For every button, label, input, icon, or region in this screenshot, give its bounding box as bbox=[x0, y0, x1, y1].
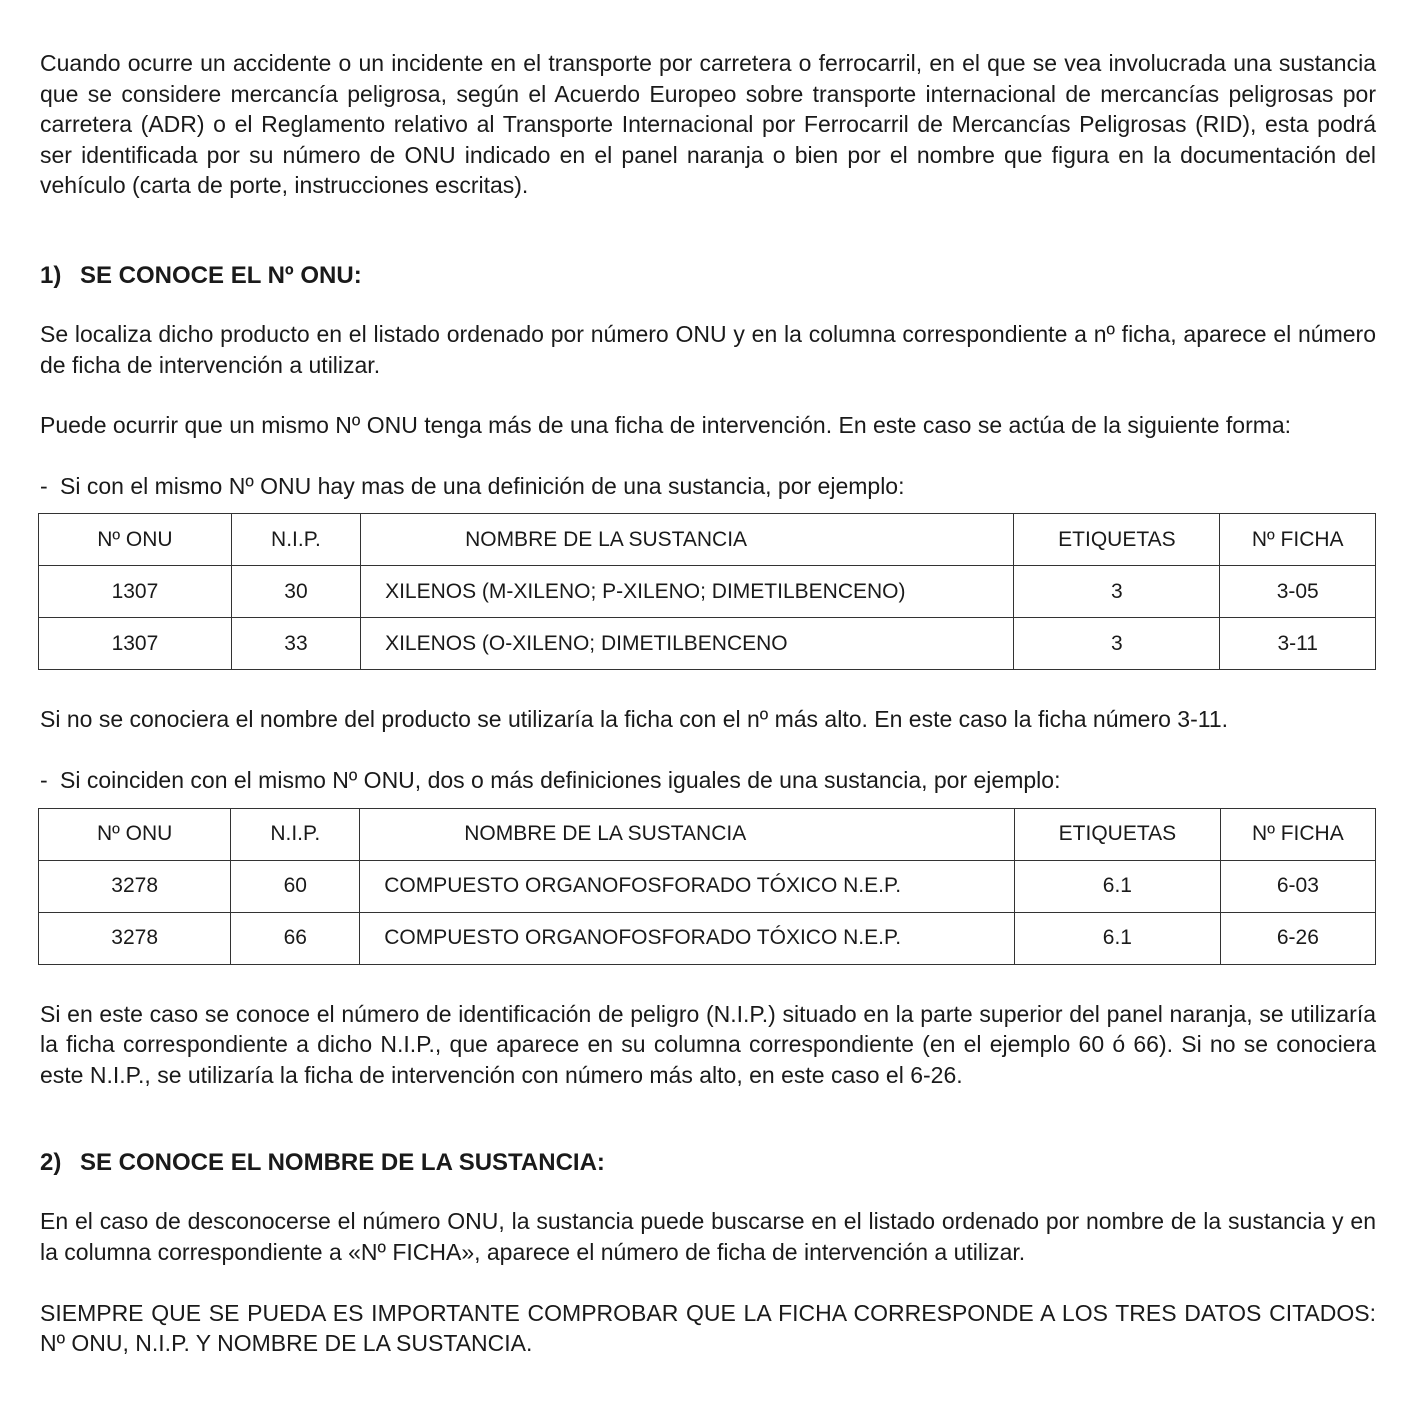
cell-ficha: 6-26 bbox=[1220, 912, 1375, 964]
example-table-2 bbox=[38, 808, 1376, 965]
section1-paragraph-2: Puede ocurrir que un mismo Nº ONU tenga más de una ficha de intervención. En este caso se actúa de la siguiente forma: bbox=[40, 412, 1292, 439]
cell-nip: 60 bbox=[231, 860, 360, 912]
header-nombre: NOMBRE DE LA SUSTANCIA bbox=[361, 514, 1014, 566]
example-table-1 bbox=[38, 513, 1376, 670]
cell-nombre: XILENOS (M-XILENO; P-XILENO; DIMETILBENCENO) bbox=[361, 566, 1014, 618]
bullet-dash: - bbox=[40, 766, 48, 793]
header-etiquetas: ETIQUETAS bbox=[1014, 514, 1220, 566]
table-row bbox=[39, 860, 1376, 912]
header-onu: Nº ONU bbox=[39, 808, 231, 860]
table-header-row bbox=[39, 514, 1376, 566]
cell-nip: 30 bbox=[231, 566, 360, 618]
section1-paragraph-1: Se localiza dicho producto en el listado ordenado por número ONU y en la columna correspondiente a nº ficha, aparece el número de ficha de intervención a utilizar. bbox=[40, 320, 1376, 378]
document-page bbox=[40, 48, 1376, 1359]
section2-paragraph-2: SIEMPRE QUE SE PUEDA ES IMPORTANTE COMPROBAR QUE LA FICHA CORRESPONDE A LOS TRES DATOS CITADOS: Nº ONU, N.I.P. Y NOMBRE DE LA SUSTANCIA. bbox=[40, 1299, 1376, 1357]
header-onu: Nº ONU bbox=[39, 514, 232, 566]
table-row bbox=[39, 618, 1376, 670]
section1-paragraph-4: Si en este caso se conoce el número de identificación de peligro (N.I.P.) situado en la parte superior del panel naranja, se utilizaría la ficha correspondiente a dicho N.I.P., que aparece en su columna correspondiente (en el ejemplo 60 ó 66). Si no se conociera este N.I.P., se utilizaría la ficha de intervención con número más alto, en este caso el 6-26. bbox=[40, 1000, 1376, 1088]
header-nombre: NOMBRE DE LA SUSTANCIA bbox=[360, 808, 1015, 860]
bullet-dash: - bbox=[40, 472, 48, 499]
cell-ficha: 3-05 bbox=[1220, 566, 1376, 618]
header-nip: N.I.P. bbox=[231, 808, 360, 860]
section1-number: 1) bbox=[40, 261, 62, 289]
header-ficha: Nº FICHA bbox=[1220, 808, 1375, 860]
cell-nip: 33 bbox=[231, 618, 360, 670]
section2-number: 2) bbox=[40, 1149, 62, 1177]
section1-bullet-1 bbox=[40, 471, 1376, 502]
section2-title: SE CONOCE EL NOMBRE DE LA SUSTANCIA: bbox=[80, 1149, 605, 1177]
cell-etiquetas: 6.1 bbox=[1015, 860, 1221, 912]
cell-onu: 3278 bbox=[39, 860, 231, 912]
cell-etiquetas: 6.1 bbox=[1015, 912, 1221, 964]
section1-paragraph-3: Si no se conociera el nombre del producto se utilizaría la ficha con el nº más alto. En este caso la ficha número 3-11. bbox=[40, 706, 1229, 733]
header-ficha: Nº FICHA bbox=[1220, 514, 1376, 566]
section1-title: SE CONOCE EL Nº ONU: bbox=[80, 261, 362, 289]
cell-ficha: 6-03 bbox=[1220, 860, 1375, 912]
bullet-1-text: Si con el mismo Nº ONU hay mas de una definición de una sustancia, por ejemplo: bbox=[60, 472, 905, 499]
cell-onu: 1307 bbox=[39, 618, 232, 670]
cell-onu: 1307 bbox=[39, 566, 232, 618]
cell-nip: 66 bbox=[231, 912, 360, 964]
table-row bbox=[39, 912, 1376, 964]
section1-heading bbox=[40, 261, 1376, 291]
section1-bullet-2 bbox=[40, 765, 1376, 796]
table-header-row bbox=[39, 808, 1376, 860]
cell-nombre: XILENOS (O-XILENO; DIMETILBENCENO bbox=[361, 618, 1014, 670]
section2-heading bbox=[40, 1148, 1376, 1178]
cell-etiquetas: 3 bbox=[1014, 618, 1220, 670]
cell-etiquetas: 3 bbox=[1014, 566, 1220, 618]
cell-onu: 3278 bbox=[39, 912, 231, 964]
cell-nombre: COMPUESTO ORGANOFOSFORADO TÓXICO N.E.P. bbox=[360, 860, 1015, 912]
cell-ficha: 3-11 bbox=[1220, 618, 1376, 670]
cell-nombre: COMPUESTO ORGANOFOSFORADO TÓXICO N.E.P. bbox=[360, 912, 1015, 964]
header-etiquetas: ETIQUETAS bbox=[1015, 808, 1221, 860]
intro-paragraph: Cuando ocurre un accidente o un incidente en el transporte por carretera o ferrocarril, en el que se vea involucrada una sustancia que se considere mercancía peligrosa, según el Acuerdo Europeo sobre transporte internacional de mercancías peligrosas por carretera (ADR) o el Reglamento relativo al Transporte Internacional por Ferrocarril de Mercancías Peligrosas (RID), esta podrá ser identificada por su número de ONU indicado en el panel naranja o bien por el nombre que figura en la documentación del vehículo (carta de porte, instrucciones escritas). bbox=[40, 50, 1376, 199]
table-row bbox=[39, 566, 1376, 618]
section2-paragraph-1: En el caso de desconocerse el número ONU, la sustancia puede buscarse en el listado ordenado por nombre de la sustancia y en la columna correspondiente a «Nº FICHA», aparece el número de ficha de intervención a utilizar. bbox=[40, 1208, 1376, 1265]
header-nip: N.I.P. bbox=[231, 514, 360, 566]
bullet-2-text: Si coinciden con el mismo Nº ONU, dos o más definiciones iguales de una sustancia, por ejemplo: bbox=[60, 766, 1061, 793]
